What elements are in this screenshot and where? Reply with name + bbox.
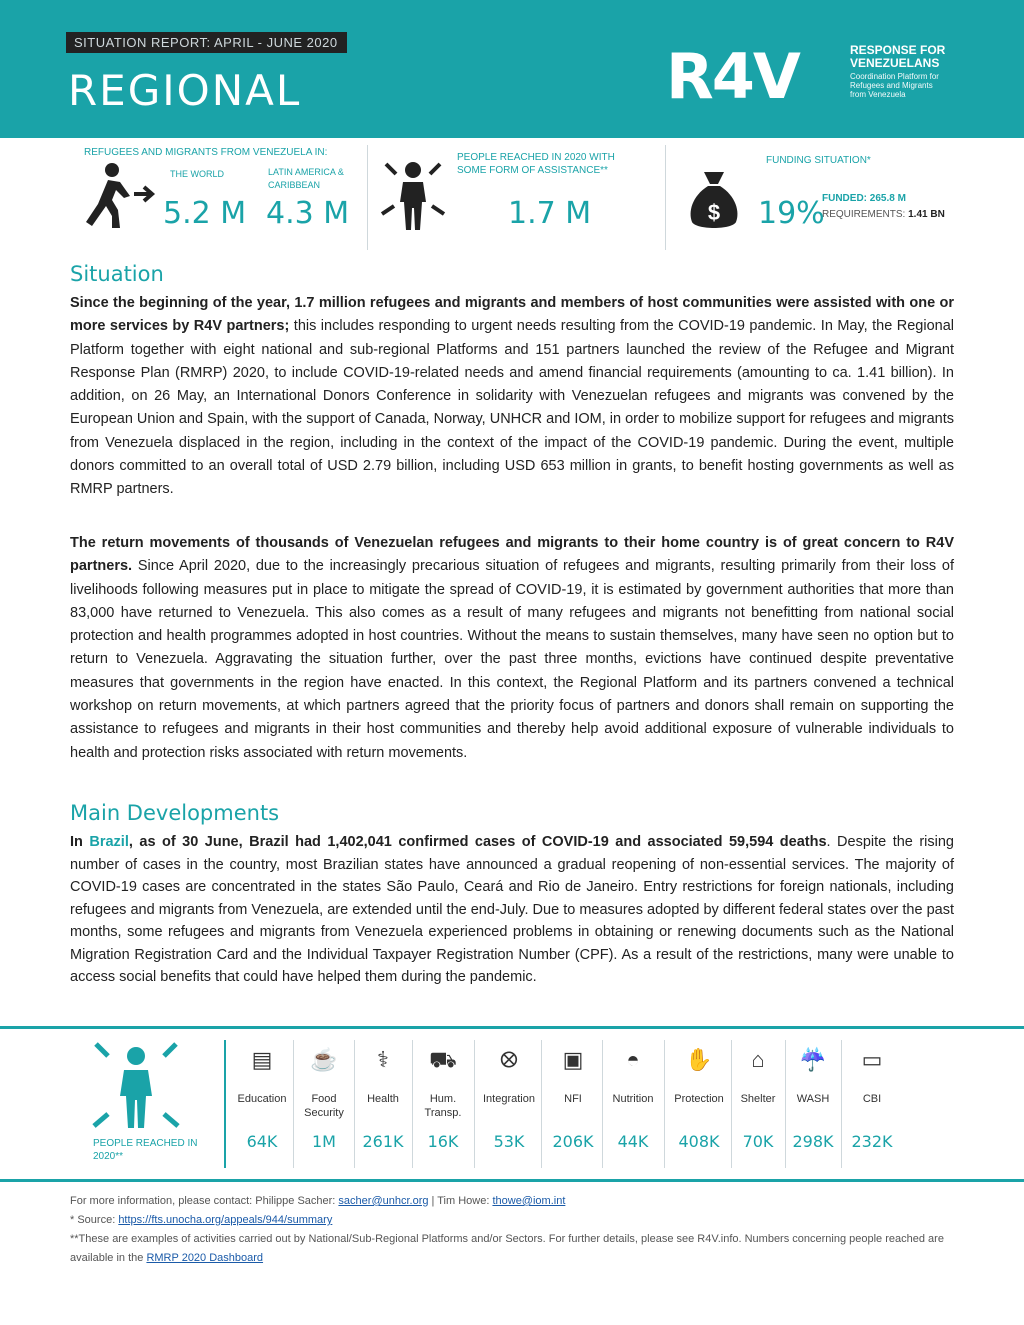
r4v-logo: R4V (666, 40, 799, 113)
dev-text: . Despite the rising number of cases in the country, most Brazilian states have announced a gradual reopening of non-essential services. The majority of COVID-19 cases are concentrated in the states São Paulo, Ceará and Rio de Janeiro. Entry restrictions for foreign nationals, including refugees and migrants from Venezuela, are extended until the end-July. Due to measures adopted by different federal states over the past months, some refugees and migrants from Venezuela experienced problems in obtaining or renewing documents such as the National Migration Registration Card and the Individual Taxpayer Registration Number (CPF). As a result of the restrictions, many were unable to access social benefits that could have helped them during the pandemic. (70, 834, 954, 985)
email-link-sacher[interactable]: sacher@unhcr.org (338, 1195, 429, 1207)
world-label: THE WORLD (170, 169, 224, 179)
person-reached-large-icon (90, 1040, 182, 1137)
sector-protection (668, 1040, 730, 1170)
svg-text:$: $ (707, 200, 721, 225)
sector-value: 53K (493, 1132, 525, 1151)
sector-separator (841, 1040, 842, 1168)
dev-in: In (70, 834, 90, 850)
food-icon: ☕ (310, 1047, 338, 1072)
divider (665, 145, 666, 250)
source-prefix: * Source: (70, 1214, 119, 1226)
logo-text (850, 44, 945, 99)
situation-p2-bold: The return movements of thousands of Venezuelan refugees and migrants to their home country is of great concern to R4V partners. (70, 535, 954, 575)
lac-value: 4.3 M (266, 196, 350, 231)
sector-value: 261K (362, 1132, 404, 1151)
sector-name: CBI (862, 1093, 882, 1105)
report-tag: SITUATION REPORT: APRIL - JUNE 2020 (66, 32, 347, 53)
nutrition-icon: ◓ (626, 1047, 640, 1072)
note-text: **These are examples of activities carried out by National/Sub-Regional Platforms and/or Sectors. For further details, please see R4V.info. Numbers concerning people reached are available in the (70, 1233, 944, 1264)
situation-heading: Situation (70, 262, 164, 286)
sector-value: 408K (678, 1132, 720, 1151)
sector-name: Integration (483, 1093, 535, 1105)
sector-name: WASH (796, 1093, 830, 1105)
sector-value: 298K (792, 1132, 834, 1151)
cash-icon: ▭ (861, 1047, 883, 1072)
email-link-howe[interactable]: thowe@iom.int (492, 1195, 566, 1207)
sector-value: 70K (742, 1132, 774, 1151)
sector-food-security (295, 1040, 353, 1170)
requirements-label: REQUIREMENTS: (822, 209, 906, 220)
sector-value: 16K (427, 1132, 459, 1151)
sector-separator (664, 1040, 665, 1168)
reached-value: 1.7 M (508, 196, 592, 231)
refugees-heading: REFUGEES AND MIGRANTS FROM VENEZUELA IN: (84, 147, 328, 158)
situation-p2-text: Since April 2020, due to the increasingly precarious situation of refugees and migrants, resulting primarily from their loss of livelihoods following measures put in place to mitigate the spread of COVID-19, it is estimated by government authorities that more than 83,000 have returned to Venezuela. This also comes as a result of many refugees and migrants not benefitting from national social protection and health programmes adopted in host countries. Without the means to sustain themselves, many have seen no option but to return to Venezuela. Aggravating the situation further, over the past three months, evictions have continued despite preventative measures that governments in the region have enacted. In this context, the Regional Platform and its partners convened a technical workshop on return movements, at which partners agreed that the priority focus of partners and donors shall remain on supporting the assistance to refugees and migrants in their host communities and thereby help avoid additional exposure of vulnerable individuals to health and protection risks associated with return movements. (70, 558, 954, 761)
logo-sub-2: Refugees and Migrants (850, 81, 933, 90)
developments-heading: Main Developments (70, 801, 280, 825)
dashboard-link[interactable]: RMRP 2020 Dashboard (146, 1252, 264, 1264)
requirements (822, 209, 945, 220)
sector-integration (478, 1040, 540, 1170)
sector-reached-label: PEOPLE REACHED IN 2020** (93, 1138, 198, 1162)
sector-shelter (732, 1040, 784, 1170)
book-icon: ▤ (251, 1047, 273, 1072)
person-reached-icon (376, 158, 450, 239)
developments-paragraph (70, 831, 954, 989)
sector-hum-transp (413, 1040, 473, 1170)
sector-wash (786, 1040, 840, 1170)
integration-icon: ⭙ (500, 1047, 518, 1072)
reached-label: PEOPLE REACHED IN 2020 WITH SOME FORM OF ASSISTANCE** (457, 152, 615, 176)
money-bag-icon (688, 168, 740, 237)
sector-name: Education (237, 1093, 287, 1105)
sector-value: 232K (851, 1132, 893, 1151)
footer-source (70, 1211, 332, 1230)
sector-name: NFI (564, 1093, 582, 1105)
shelter-icon: ⌂ (751, 1047, 765, 1072)
sector-value: 64K (246, 1132, 278, 1151)
logo-sub-3: from Venezuela (850, 90, 906, 99)
dev-country: Brazil (89, 834, 129, 850)
sector-cbi (843, 1040, 901, 1170)
footer-contact (70, 1192, 565, 1211)
sector-name: Hum. Transp. (424, 1093, 462, 1119)
divider (367, 145, 368, 250)
sector-education (232, 1040, 292, 1170)
lac-label: LATIN AMERICA & CARIBBEAN (268, 167, 344, 190)
sector-name: Shelter (740, 1093, 776, 1105)
header-banner (0, 0, 1024, 138)
funding-percent: 19% (758, 196, 825, 231)
wash-icon: ☔ (799, 1047, 827, 1072)
source-link[interactable]: https://fts.unocha.org/appeals/944/summary (118, 1214, 333, 1226)
sector-nutrition (603, 1040, 663, 1170)
dev-bold: , as of 30 June, Brazil had 1,402,041 confirmed cases of COVID-19 and associated 59,594 deaths (128, 834, 827, 850)
situation-paragraph-2 (70, 532, 954, 765)
sector-value: 1M (312, 1132, 336, 1151)
sector-separator (293, 1040, 294, 1168)
sector-value: 206K (552, 1132, 594, 1151)
sector-name: Health (367, 1093, 399, 1105)
logo-sub-1: Coordination Platform for (850, 72, 939, 81)
nfi-icon: ▣ (562, 1047, 584, 1072)
sector-divider (224, 1040, 226, 1168)
contact-prefix: For more information, please contact: Philippe Sacher: (70, 1195, 339, 1207)
funding-label: FUNDING SITUATION* (766, 155, 871, 166)
contact-mid: | Tim Howe: (428, 1195, 493, 1207)
truck-icon: ⛟ (429, 1047, 457, 1072)
sector-name: Protection (674, 1093, 724, 1105)
logo-line-1: RESPONSE FOR (850, 43, 946, 57)
situation-paragraph-1 (70, 292, 954, 502)
situation-p1-bold: Since the beginning of the year, 1.7 million refugees and migrants and members of host communities were assisted with one or more services by R4V partners; (70, 295, 954, 335)
sector-health (355, 1040, 411, 1170)
page-title: REGIONAL (68, 66, 302, 115)
logo-line-2: VENEZUELANS (850, 56, 940, 70)
world-value: 5.2 M (163, 196, 247, 231)
footer-note (70, 1230, 954, 1268)
situation-p1-text: this includes responding to urgent needs resulting from the COVID-19 pandemic. In May, the Regional Platform together with eight national and sub-regional Platforms and 151 partners launched the review of the Refugee and Migrant Response Plan (RMRP) 2020, to include COVID-19-related needs and amend financial requirements (amounting to ca. 1.41 billion). In addition, on 26 May, an International Donors Conference in solidarity with Venezuelan refugees and migrants was convened by the European Union and Spain, with the support of Canada, Norway, UNHCR and IOM, in order to mobilize support for refugees and migrants from Venezuela displaced in the region, including in the context of the impact of the COVID-19 pandemic. During the event, multiple donors committed to an overall total of USD 2.79 billion, including USD 653 million in grants, to benefit hosting governments as well as RMRP partners. (70, 318, 954, 498)
sector-separator (541, 1040, 542, 1168)
requirements-value: 1.41 BN (908, 209, 945, 220)
protection-icon: ✋ (685, 1047, 713, 1072)
sector-separator (474, 1040, 475, 1168)
health-icon: ⚕ (377, 1047, 389, 1072)
sector-name: Nutrition (612, 1093, 654, 1105)
sector-nfi (545, 1040, 601, 1170)
sector-name: Food Security (304, 1093, 344, 1119)
sector-value: 44K (617, 1132, 649, 1151)
walking-person-icon (78, 160, 158, 237)
funded-amount: FUNDED: 265.8 M (822, 193, 906, 204)
